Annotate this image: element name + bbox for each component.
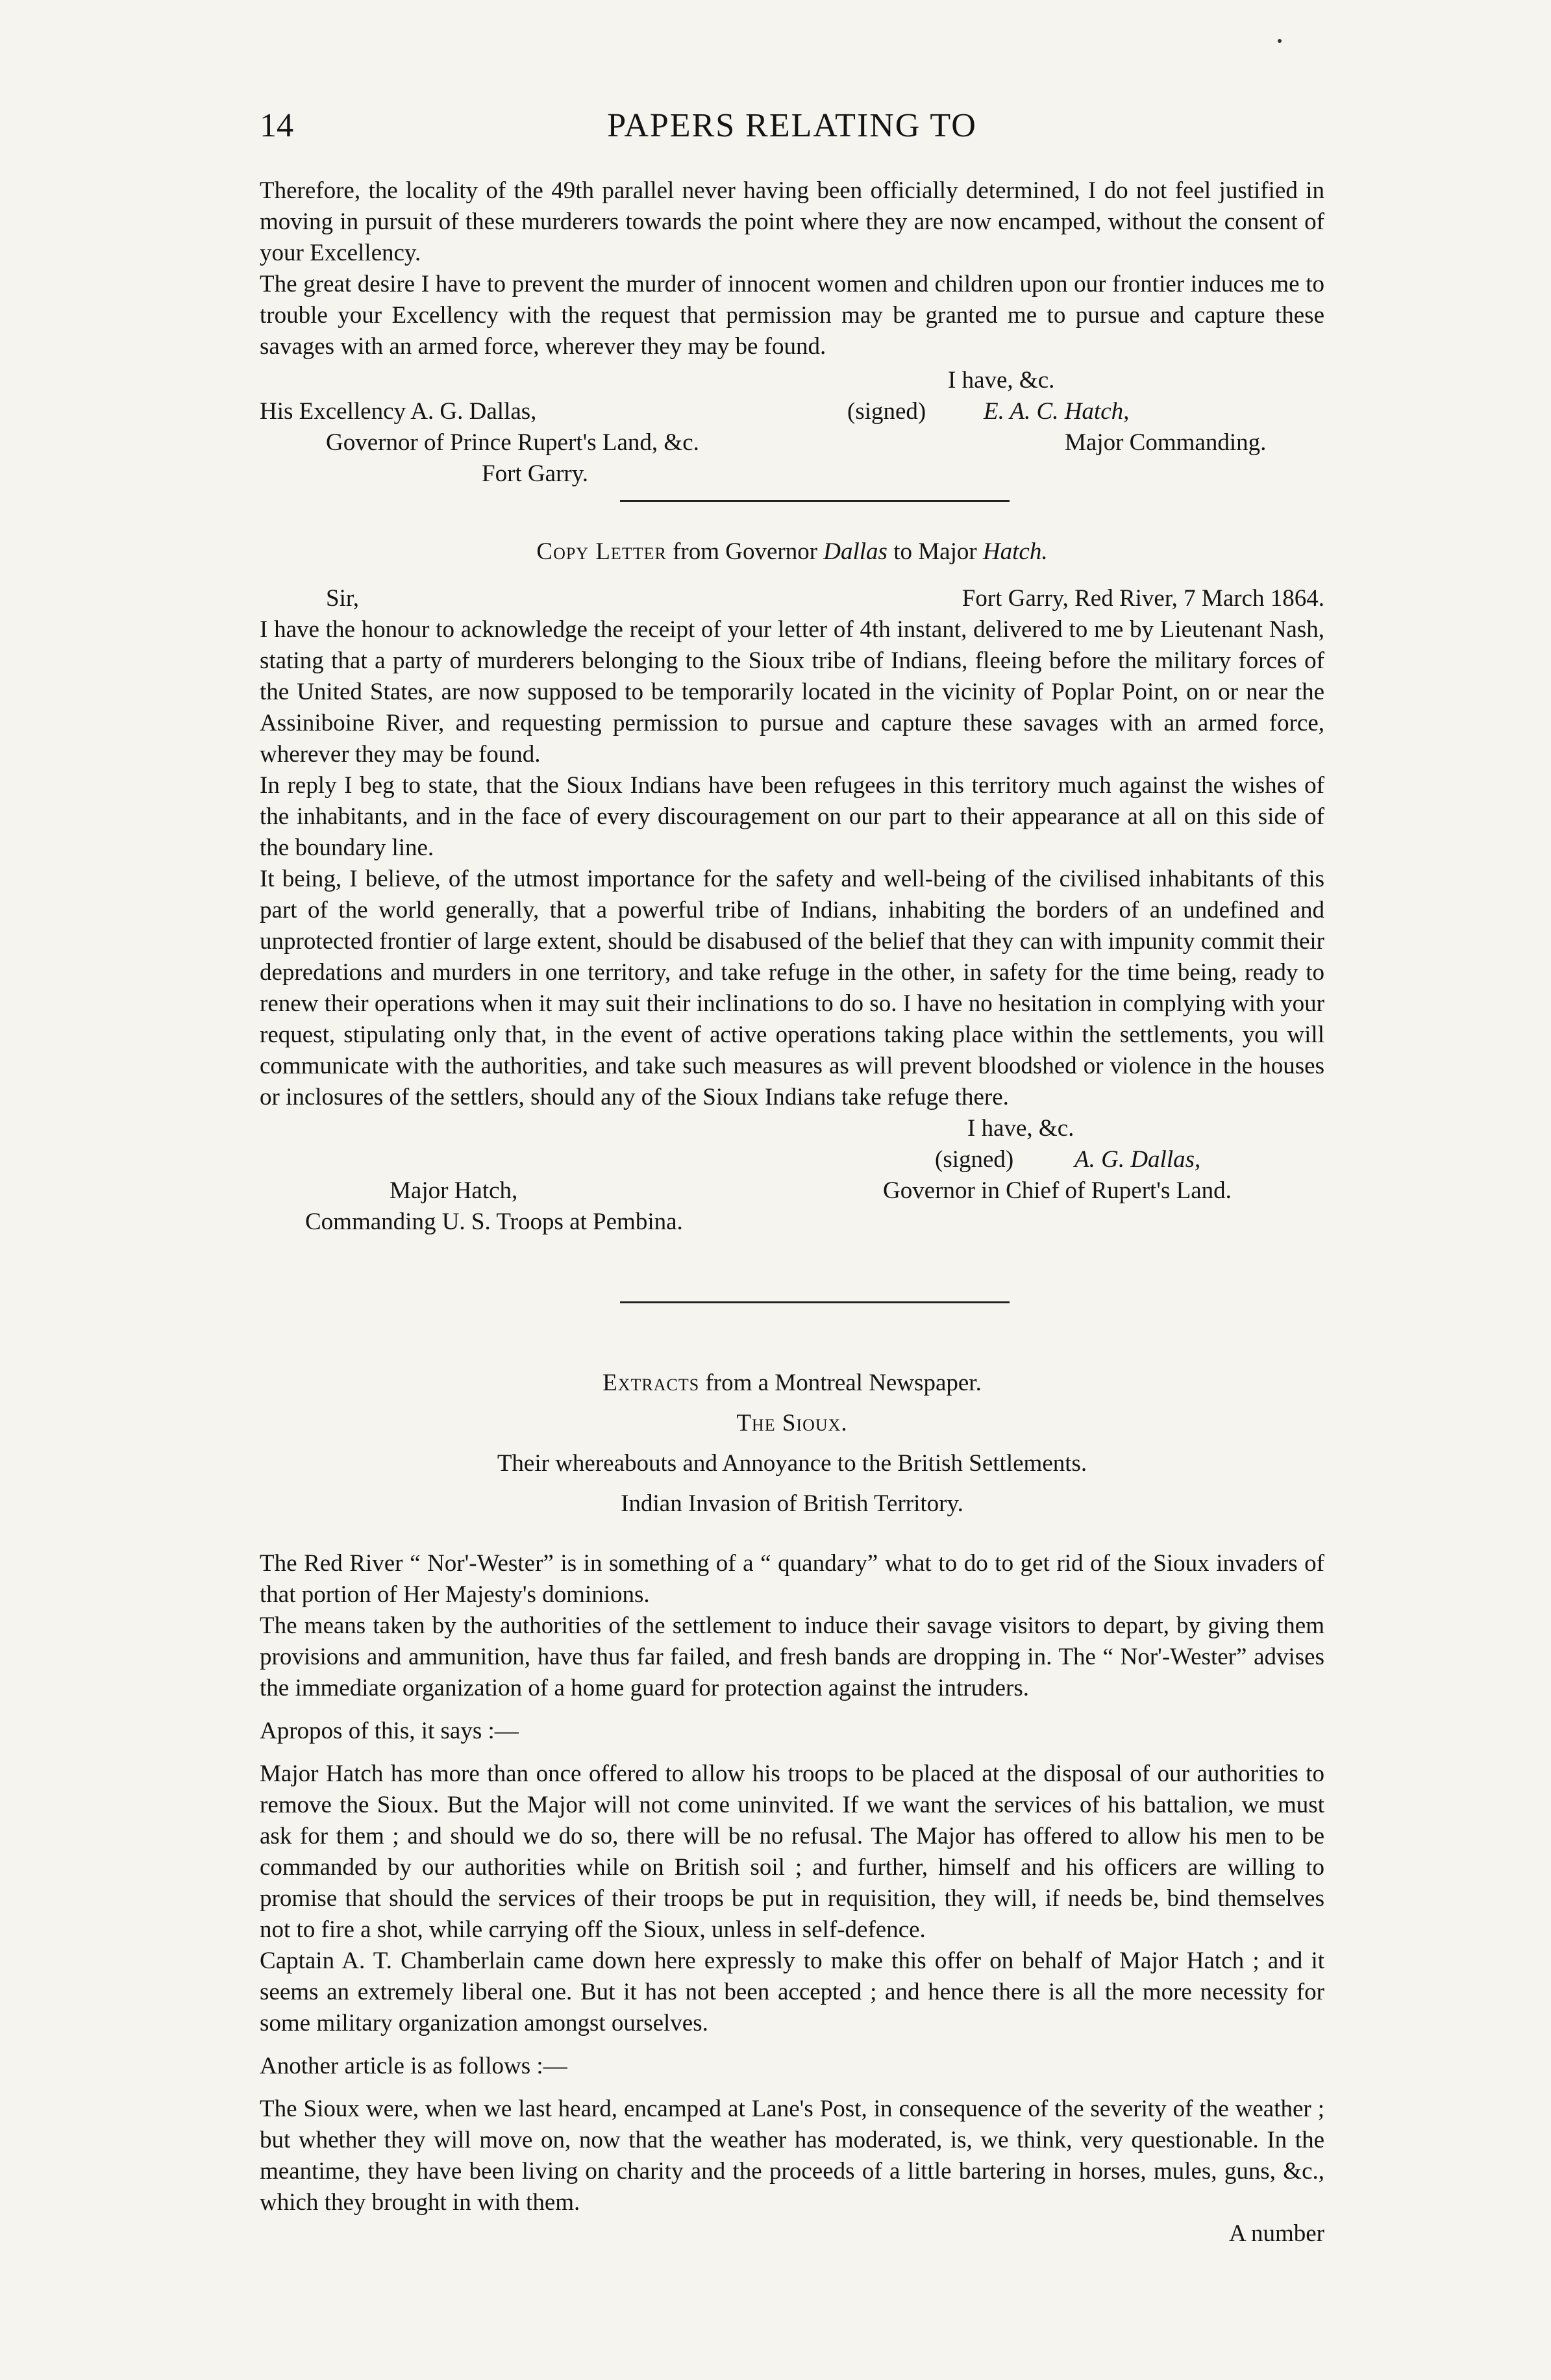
paragraph: Major Hatch has more than once offered to allow his troops to be placed at the disposal of our authorities to remove the Sioux. But the Major will not come uninvited. If we want the services of his battalion, we must ask for them ; and should we do so, there will be no refusal. The Major has offered to allow his men to be commanded by our authorities while on British soil ; and further, himself and his officers are willing to promise that should the services of their troops be put in requisition, they will, if needs be, bind themselves not to fire a shot, while carrying off the Sioux, unless in self-defence. <box>260 1760 1324 1943</box>
paragraph: In reply I beg to state, that the Sioux Indians have been refugees in this territory much against the wishes of the inhabitants, and in the face of every discouragement on our part to their appearance at all on this side of the boundary line. <box>260 772 1324 861</box>
section-divider <box>620 500 1010 502</box>
addressee-title: Commanding U. S. Troops at Pembina. <box>305 1209 683 1235</box>
catchword: A number <box>1229 2220 1324 2247</box>
subhead: Their whereabouts and Annoyance to the British Settlements. <box>497 1450 1087 1477</box>
signature: E. A. C. Hatch, <box>984 398 1130 425</box>
letter-dallas <box>260 536 1324 1238</box>
newspaper-extracts <box>260 1368 1324 2249</box>
paragraph: The means taken by the authorities of the settlement to induce their savage visitors to depart, by giving them provisions and ammunition, have thus far failed, and fresh bands are dropping in. The “ Nor'-Wester” advises the immediate organization of a home guard for protection against the intruders. <box>260 1612 1324 1701</box>
section-divider <box>620 1301 1010 1303</box>
extracts-title: Extracts from a Montreal Newspaper. <box>602 1370 982 1396</box>
page-number: 14 <box>260 107 293 144</box>
closing: I have, &c. <box>967 1115 1074 1142</box>
paragraph: It being, I believe, of the utmost importance for the safety and well-being of the civilised inhabitants of this part of the world generally, that a powerful tribe of Indians, inhabiting the borders of an undefined and unprotected frontier of large extent, should be disabused of the belief that they can with impunity commit their depredations and murders in one territory, and take refuge in the other, in safety for the time being, ready to renew their operations when it may suit their inclinations to do so. I have no hesitation in complying with your request, stipulating only that, in the event of active operations taking place within the settlements, you will communicate with the authorities, and take such measures as will prevent bloodshed or violence in the houses or inclosures of the settlers, should any of the Sioux Indians take refuge there. <box>260 866 1324 1110</box>
paragraph: The Sioux were, when we last heard, encamped at Lane's Post, in consequence of the severity of the weather ; but whether they will move on, now that the weather has moderated, is, we think, very questionable. In the meantime, they have been living on charity and the proceeds of a little bartering in horses, mules, guns, &c., which they brought in with them. <box>260 2096 1324 2216</box>
signature-title: Major Commanding. <box>1065 429 1267 456</box>
signed-label: (signed) <box>847 398 926 425</box>
letter-signoff <box>260 365 1324 487</box>
paragraph: The great desire I have to prevent the murder of innocent women and children upon our frontier induces me to trouble your Excellency with the request that permission may be granted me to pursue and capture these savages with an armed force, wherever they may be found. <box>260 271 1324 360</box>
addressee-place: Fort Garry. <box>482 460 589 487</box>
letter-signoff <box>260 1113 1324 1238</box>
paragraph: The Red River “ Nor'-Wester” is in something of a “ quandary” what to do to get rid of the Sioux invaders of that portion of Her Majesty's dominions. <box>260 1550 1324 1608</box>
signature-title: Governor in Chief of Rupert's Land. <box>883 1177 1232 1204</box>
addressee-name: His Excellency A. G. Dallas, <box>260 398 537 425</box>
dateline: Fort Garry, Red River, 7 March 1864. <box>962 585 1324 612</box>
signature: A. G. Dallas, <box>1074 1146 1201 1173</box>
subhead: The Sioux. <box>736 1410 848 1436</box>
salutation: Sir, <box>326 585 359 612</box>
addressee-title: Governor of Prince Rupert's Land, &c. <box>326 429 699 456</box>
paragraph: Therefore, the locality of the 49th parallel never having been officially determined, I do not feel justified in moving in pursuit of these murderers towards the point where they are now encamped, without the consent of your Excellency. <box>260 177 1324 266</box>
dateline-row <box>260 583 1324 614</box>
closing: I have, &c. <box>948 367 1055 394</box>
paragraph: Captain A. T. Chamberlain came down here expressly to make this offer on behalf of Major Hatch ; and it seems an extremely liberal one. But it has not been accepted ; and hence there is all the more necessity for some military organization amongst ourselves. <box>260 1948 1324 2036</box>
letter-title: Copy Letter from Governor Dallas to Major Hatch. <box>536 538 1048 565</box>
addressee-name: Major Hatch, <box>390 1177 518 1204</box>
paragraph: Apropos of this, it says :— <box>260 1718 519 1744</box>
signed-label: (signed) <box>935 1146 1014 1173</box>
paragraph: I have the honour to acknowledge the receipt of your letter of 4th instant, delivered to me by Lieutenant Nash, stating that a party of murderers belonging to the Sioux tribe of Indians, fleeing before the military forces of the United States, are now supposed to be temporarily located in the vicinity of Poplar Point, on or near the Assiniboine River, and requesting permission to pursue and capture these savages with an armed force, wherever they may be found. <box>260 616 1324 768</box>
letter-hatch-continuation <box>260 175 1324 487</box>
scan-speck <box>1278 39 1282 43</box>
paragraph: Another article is as follows :— <box>260 2053 567 2079</box>
running-head: PAPERS RELATING TO <box>607 107 977 144</box>
subhead: Indian Invasion of British Territory. <box>621 1490 963 1517</box>
